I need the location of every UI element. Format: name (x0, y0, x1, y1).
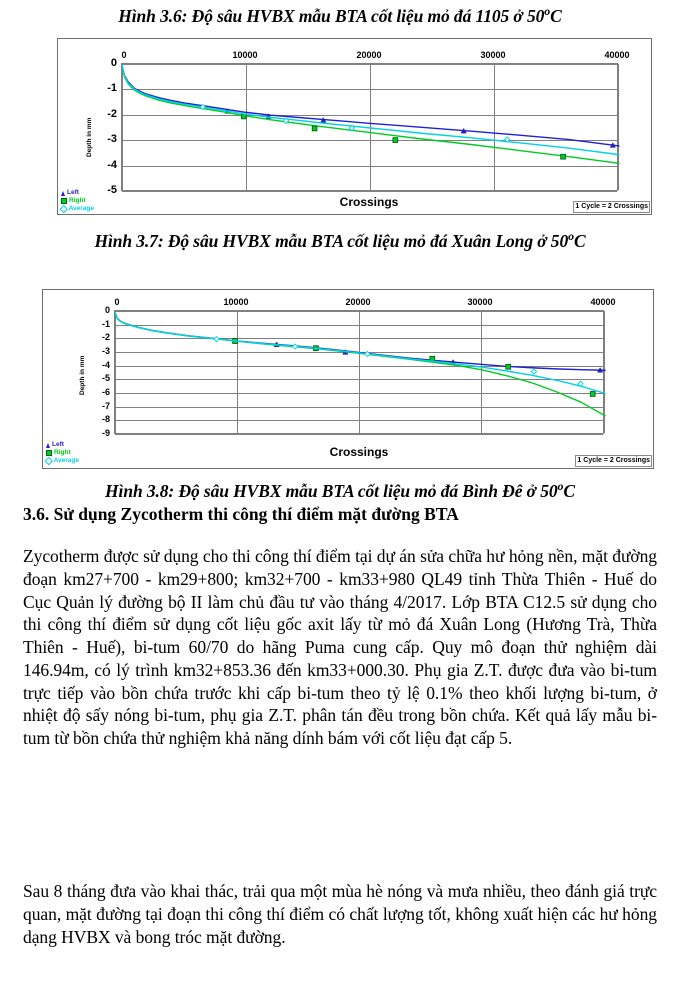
chart-depth-xuan-long (42, 289, 654, 469)
triangle-marker-icon (46, 443, 50, 448)
chart-1-y-axis-title: Depth in mm (86, 117, 93, 157)
chart-2-xtick-40000: 40000 (590, 297, 616, 307)
legend-label-right: Right (54, 448, 71, 456)
chart-2-ytick-m1: -1 (101, 318, 110, 329)
figure-3-8-caption-suffix: C (563, 480, 575, 501)
chart-2-ytick-m6: -6 (101, 387, 110, 397)
data-point-marker (506, 364, 511, 369)
chart-1-series-svg (122, 64, 619, 192)
figure-3-7-caption-text: Hình 3.7: Độ sâu HVBX mẫu BTA cốt liệu mỏ đá Xuân Long ở 50 (94, 230, 569, 251)
figure-3-7-caption (40, 229, 640, 252)
chart-depth-1105 (57, 38, 652, 215)
figure-3-6-caption-degree: o (544, 4, 551, 18)
chart-1-xtick-20000: 20000 (356, 50, 382, 60)
figure-3-8-caption-text: Hình 3.8: Độ sâu HVBX mẫu BTA cốt liệu mỏ đá Bình Đê ở 50 (105, 480, 558, 501)
data-point-marker (312, 126, 317, 131)
figure-3-7-caption-suffix: C (573, 230, 586, 251)
chart-1-ytick-m2: -2 (107, 107, 117, 120)
figure-3-6-caption-text: Hình 3.6: Độ sâu HVBX mẫu BTA cốt liệu mỏ đá 1105 ở 50 (118, 5, 545, 26)
chart-2-series-svg (115, 311, 605, 435)
chart-1-ytick-m1: -1 (107, 82, 117, 95)
legend-item-right (61, 197, 94, 205)
chart-1-ytick-0: 0 (110, 57, 117, 69)
chart-2-ytick-m9: -9 (101, 428, 110, 438)
legend-item-left (61, 189, 94, 197)
legend-item-average (46, 457, 79, 465)
series-line-right (115, 312, 605, 415)
chart-2-ytick-m4: -4 (101, 359, 110, 370)
chart-2-plot-area (114, 310, 604, 434)
chart-1-plot-area (121, 63, 618, 191)
legend-label-right: Right (69, 196, 86, 204)
figure-3-6-caption-suffix: C (550, 5, 562, 26)
paragraph-zycotherm-pilot: Zycotherm được sử dụng cho thi công thí điểm tại dự án sửa chữa hư hỏng nền, mặt đường đoạn km27+700 - km29+800; km32+700 - km33+980 QL49 tỉnh Thừa Thiên - Huế do Cục Quản lý đường bộ II làm chủ đầu tư vào tháng 4/2017. Lớp BTA C12.5 sử dụng cho thi công thí điểm sử dụng cốt liệu gốc axit lấy từ mỏ đá Xuân Long (Hương Trà, Thừa Thiên - Huế), bi-tum 60/70 do hãng Puma cung cấp. Quy mô đoạn thử nghiệm dài 146.94m, có lý trình km32+853.36 đến km33+000.30. Phụ gia Z.T. được đưa vào bi-tum trực tiếp vào bồn chứa trước khi cấp bi-tum theo tỷ lệ 0.1% theo khối lượng bi-tum, ở nhiệt độ sấy nóng bi-tum, phụ gia Z.T. phân tán đều trong bồn chứa. Kết quả lấy mẫu bi-tum từ bồn chứa thử nghiệm khả năng dính bám với cốt liệu đạt cấp 5. (23, 546, 657, 748)
data-point-marker (214, 337, 219, 342)
data-point-marker (531, 369, 536, 374)
legend-item-average (61, 205, 94, 213)
chart-1-xtick-10000: 10000 (232, 50, 258, 60)
chart-1-xtick-0: 0 (121, 50, 127, 60)
chart-2-xtick-30000: 30000 (467, 297, 493, 307)
series-line-right (122, 65, 619, 163)
square-marker-icon (61, 198, 67, 204)
data-point-marker (393, 138, 398, 143)
chart-1-xtick-30000: 30000 (480, 50, 506, 60)
chart-2-ytick-0: 0 (104, 305, 110, 315)
triangle-marker-icon (61, 191, 65, 196)
diamond-marker-icon (60, 205, 68, 213)
chart-2-xtick-20000: 20000 (345, 297, 371, 307)
figure-3-6-caption (0, 4, 680, 27)
paragraph-eight-months-result: Sau 8 tháng đưa vào khai thác, trải qua một mùa hè nóng và mưa nhiều, theo đánh giá trực quan, mặt đường tại đoạn thi công thí điểm có chất lượng tốt, không xuất hiện các hư hỏng dạng HVBX và bong tróc mặt đường. (23, 881, 657, 947)
series-line-left (115, 312, 605, 370)
chart-2-x-axis-title: Crossings (329, 445, 389, 459)
chart-2-ytick-m2: -2 (101, 332, 110, 343)
chart-1-x-axis-title: Crossings (339, 195, 399, 209)
chart-1-ytick-m5: -5 (107, 184, 117, 196)
data-point-marker (365, 351, 370, 356)
figure-3-7-caption-degree: o (568, 229, 574, 243)
chart-2-footnote: 1 Cycle = 2 Crossings (575, 455, 652, 467)
section-heading-3-6: 3.6. Sử dụng Zycotherm thi công thí điểm mặt đường BTA (23, 504, 459, 524)
legend-label-left: Left (67, 188, 79, 196)
series-line-average (115, 312, 605, 393)
chart-1-legend (61, 189, 94, 213)
legend-label-average: Average (53, 456, 80, 464)
data-point-marker (292, 344, 297, 349)
chart-1-ytick-m3: -3 (107, 133, 117, 146)
chart-2-inner (43, 290, 653, 468)
legend-item-right (46, 449, 79, 457)
figure-3-8-caption (0, 479, 680, 502)
diamond-marker-icon (45, 457, 53, 465)
figure-3-8-caption-degree: o (557, 479, 564, 493)
legend-label-left: Left (52, 440, 64, 448)
data-point-marker (241, 114, 246, 119)
square-marker-icon (46, 450, 52, 456)
chart-2-xtick-0: 0 (114, 297, 120, 307)
legend-item-left (46, 441, 79, 449)
chart-1-xtick-40000: 40000 (604, 50, 630, 60)
data-point-marker (561, 154, 566, 159)
chart-2-ytick-m3: -3 (101, 346, 110, 356)
series-line-average (122, 65, 619, 154)
legend-label-average: Average (68, 204, 95, 212)
chart-2-xtick-10000: 10000 (223, 297, 249, 307)
chart-2-ytick-m5: -5 (101, 373, 110, 384)
chart-2-ytick-m7: -7 (101, 400, 110, 411)
chart-2-legend (46, 441, 79, 465)
chart-1-ytick-m4: -4 (107, 158, 117, 171)
chart-1-inner (58, 39, 651, 214)
chart-2-y-axis-title: Depth in mm (79, 355, 86, 395)
chart-2-ytick-m8: -8 (101, 414, 110, 425)
data-point-marker (590, 392, 595, 397)
chart-1-footnote: 1 Cycle = 2 Crossings (573, 201, 650, 213)
